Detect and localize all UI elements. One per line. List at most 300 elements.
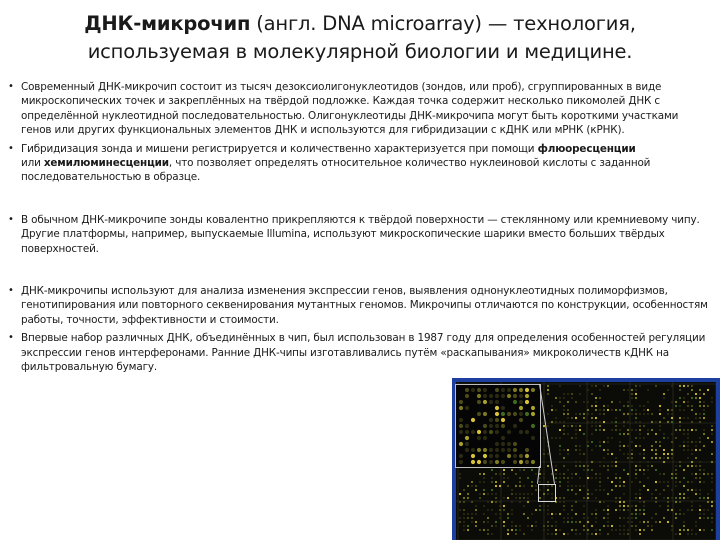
array-spot xyxy=(623,425,625,427)
array-spot xyxy=(651,525,653,527)
zoom-spot xyxy=(513,454,517,458)
array-spot xyxy=(599,501,601,503)
array-spot xyxy=(555,421,557,423)
array-spot xyxy=(543,505,545,507)
array-spot xyxy=(563,517,565,519)
array-spot xyxy=(539,505,541,507)
array-spot xyxy=(591,449,593,451)
array-spot xyxy=(595,405,597,407)
array-spot xyxy=(679,385,681,387)
array-spot xyxy=(683,513,685,515)
array-spot xyxy=(555,469,557,471)
array-spot xyxy=(635,421,637,423)
array-spot xyxy=(691,409,693,411)
array-spot xyxy=(699,397,701,399)
array-spot xyxy=(515,529,517,531)
array-spot xyxy=(683,493,685,495)
array-spot xyxy=(683,401,685,403)
zoom-spot xyxy=(519,460,523,464)
array-spot xyxy=(567,413,569,415)
array-spot xyxy=(691,429,693,431)
zoom-spot xyxy=(525,430,529,434)
array-spot xyxy=(587,445,589,447)
array-spot xyxy=(595,421,597,423)
array-spot xyxy=(567,453,569,455)
zoom-spot xyxy=(501,394,505,398)
array-spot xyxy=(615,409,617,411)
array-spot xyxy=(595,529,597,531)
array-spot xyxy=(639,453,641,455)
array-spot xyxy=(559,437,561,439)
array-spot xyxy=(631,429,633,431)
array-spot xyxy=(687,497,689,499)
array-spot xyxy=(647,477,649,479)
array-spot xyxy=(599,473,601,475)
array-spot xyxy=(519,529,521,531)
array-spot xyxy=(491,477,493,479)
zoom-spot xyxy=(513,460,517,464)
array-spot xyxy=(635,525,637,527)
zoom-spot xyxy=(459,454,463,458)
array-spot xyxy=(611,529,613,531)
array-spot xyxy=(635,417,637,419)
array-spot xyxy=(643,457,645,459)
array-spot xyxy=(687,529,689,531)
array-spot xyxy=(663,449,665,451)
array-spot xyxy=(515,533,517,535)
array-spot xyxy=(683,529,685,531)
zoom-region-marker xyxy=(538,484,556,502)
zoom-spot xyxy=(531,436,535,440)
array-spot xyxy=(571,417,573,419)
bullet-item xyxy=(8,213,708,256)
array-spot xyxy=(699,441,701,443)
array-spot xyxy=(559,497,561,499)
bullet-strong-chemiluminescence: хемилюминесценции xyxy=(43,157,169,170)
array-spot xyxy=(663,433,665,435)
array-spot xyxy=(523,513,525,515)
array-spot xyxy=(595,489,597,491)
array-spot xyxy=(491,533,493,535)
array-spot xyxy=(591,493,593,495)
array-spot xyxy=(671,449,673,451)
array-spot xyxy=(639,465,641,467)
array-spot xyxy=(655,481,657,483)
zoom-spot xyxy=(459,406,463,410)
array-spot xyxy=(575,533,577,535)
array-spot xyxy=(507,477,509,479)
array-spot xyxy=(675,465,677,467)
array-spot xyxy=(651,497,653,499)
array-spot xyxy=(483,513,485,515)
array-spot xyxy=(531,469,533,471)
array-spot xyxy=(711,505,713,507)
array-spot xyxy=(487,533,489,535)
array-spot xyxy=(563,509,565,511)
array-spot xyxy=(631,457,633,459)
array-spot xyxy=(619,449,621,451)
array-spot xyxy=(571,529,573,531)
array-spot xyxy=(699,489,701,491)
array-spot xyxy=(631,413,633,415)
bullet-dot: • xyxy=(8,332,14,344)
array-spot xyxy=(639,425,641,427)
array-spot xyxy=(611,525,613,527)
array-spot xyxy=(659,405,661,407)
array-spot xyxy=(479,473,481,475)
array-spot xyxy=(679,501,681,503)
array-spot xyxy=(579,465,581,467)
bullet-text-pre: Гибридизация зонда и мишени регистрируется и количественно характеризуется при помощи xyxy=(21,142,538,155)
array-spot xyxy=(691,501,693,503)
array-spot xyxy=(499,517,501,519)
array-spot xyxy=(635,517,637,519)
array-spot xyxy=(563,505,565,507)
zoom-spot xyxy=(483,394,487,398)
array-spot xyxy=(619,505,621,507)
array-spot xyxy=(543,525,545,527)
array-spot xyxy=(615,477,617,479)
array-spot xyxy=(471,517,473,519)
array-spot xyxy=(595,533,597,535)
zoom-spot xyxy=(459,442,463,446)
array-spot xyxy=(571,509,573,511)
zoom-spot xyxy=(465,448,469,452)
array-spot xyxy=(567,485,569,487)
array-spot xyxy=(675,477,677,479)
array-spot xyxy=(583,401,585,403)
zoom-spot xyxy=(483,430,487,434)
array-spot xyxy=(615,461,617,463)
array-spot xyxy=(587,441,589,443)
zoom-spot xyxy=(477,412,481,416)
array-spot xyxy=(463,521,465,523)
array-spot xyxy=(579,429,581,431)
array-spot xyxy=(679,465,681,467)
zoom-spot xyxy=(471,430,475,434)
array-spot xyxy=(599,477,601,479)
array-spot xyxy=(559,481,561,483)
array-spot xyxy=(467,485,469,487)
array-spot xyxy=(647,489,649,491)
zoom-spot xyxy=(495,448,499,452)
array-spot xyxy=(563,457,565,459)
array-spot xyxy=(575,529,577,531)
array-spot xyxy=(687,441,689,443)
array-spot xyxy=(663,393,665,395)
array-spot xyxy=(591,393,593,395)
array-spot xyxy=(695,457,697,459)
array-spot xyxy=(467,493,469,495)
array-spot xyxy=(567,401,569,403)
array-spot xyxy=(523,505,525,507)
array-spot xyxy=(699,509,701,511)
array-spot xyxy=(711,397,713,399)
zoom-spot xyxy=(507,448,511,452)
array-spot xyxy=(615,501,617,503)
array-spot xyxy=(635,389,637,391)
array-spot xyxy=(703,413,705,415)
array-spot xyxy=(655,453,657,455)
array-spot xyxy=(479,493,481,495)
array-spot xyxy=(699,461,701,463)
array-spot xyxy=(647,409,649,411)
array-spot xyxy=(639,513,641,515)
array-spot xyxy=(707,437,709,439)
array-spot xyxy=(611,465,613,467)
array-spot xyxy=(567,481,569,483)
array-spot xyxy=(571,477,573,479)
array-spot xyxy=(587,477,589,479)
array-spot xyxy=(639,413,641,415)
zoom-spot xyxy=(501,436,505,440)
array-spot xyxy=(615,417,617,419)
zoom-spot xyxy=(513,448,517,452)
array-spot xyxy=(595,409,597,411)
array-spot xyxy=(695,477,697,479)
zoom-spot xyxy=(483,460,487,464)
zoom-spot xyxy=(519,388,523,392)
array-spot xyxy=(619,533,621,535)
array-spot xyxy=(671,453,673,455)
bullet-text: Впервые набор различных ДНК, объединённых в чип, был использован в 1987 году для определения особенностей регуляции экспрессии генов интерферонами. Ранние ДНК-чипы изготавливались путём «раскапывания» микроколичеств кДНК на фильтровальную бумагу. xyxy=(21,332,706,374)
array-spot xyxy=(683,485,685,487)
array-spot xyxy=(583,525,585,527)
array-spot xyxy=(659,457,661,459)
array-spot xyxy=(615,485,617,487)
array-spot xyxy=(699,493,701,495)
array-spot xyxy=(563,473,565,475)
array-spot xyxy=(519,501,521,503)
zoom-spot xyxy=(507,442,511,446)
array-spot xyxy=(695,417,697,419)
slide-title xyxy=(40,10,680,66)
array-spot xyxy=(575,501,577,503)
array-spot xyxy=(507,529,509,531)
array-spot xyxy=(695,429,697,431)
array-spot xyxy=(683,497,685,499)
array-spot xyxy=(567,425,569,427)
array-spot xyxy=(635,465,637,467)
array-spot xyxy=(519,497,521,499)
zoom-spot xyxy=(513,394,517,398)
array-spot xyxy=(563,449,565,451)
array-spot xyxy=(671,529,673,531)
zoom-spot xyxy=(477,430,481,434)
zoom-spot xyxy=(483,424,487,428)
array-spot xyxy=(631,449,633,451)
zoom-spot xyxy=(519,418,523,422)
array-spot xyxy=(643,513,645,515)
array-spot xyxy=(635,509,637,511)
array-spot xyxy=(631,481,633,483)
array-spot xyxy=(627,533,629,535)
array-spot xyxy=(599,429,601,431)
array-spot xyxy=(655,469,657,471)
array-spot xyxy=(463,509,465,511)
array-spot xyxy=(459,477,461,479)
array-spot xyxy=(523,485,525,487)
array-spot xyxy=(711,529,713,531)
array-spot xyxy=(663,461,665,463)
array-spot xyxy=(595,429,597,431)
array-spot xyxy=(691,533,693,535)
array-spot xyxy=(671,409,673,411)
array-spot xyxy=(627,453,629,455)
array-spot xyxy=(679,409,681,411)
array-spot xyxy=(647,433,649,435)
array-spot xyxy=(631,517,633,519)
array-spot xyxy=(711,521,713,523)
array-spot xyxy=(587,421,589,423)
array-spot xyxy=(551,525,553,527)
array-spot xyxy=(651,529,653,531)
zoom-spot xyxy=(501,460,505,464)
array-spot xyxy=(603,449,605,451)
array-spot xyxy=(667,481,669,483)
array-spot xyxy=(631,525,633,527)
array-spot xyxy=(619,477,621,479)
array-spot xyxy=(507,533,509,535)
array-spot xyxy=(559,401,561,403)
bullet-list xyxy=(8,80,708,375)
array-spot xyxy=(471,501,473,503)
array-spot xyxy=(511,529,513,531)
array-spot xyxy=(699,417,701,419)
array-spot xyxy=(575,465,577,467)
array-spot xyxy=(687,465,689,467)
zoom-spot xyxy=(525,412,529,416)
array-spot xyxy=(491,525,493,527)
array-spot xyxy=(607,525,609,527)
array-spot xyxy=(663,497,665,499)
zoom-spot xyxy=(519,406,523,410)
array-spot xyxy=(679,405,681,407)
array-spot xyxy=(635,473,637,475)
array-spot xyxy=(595,513,597,515)
array-spot xyxy=(603,409,605,411)
array-spot xyxy=(687,401,689,403)
array-spot xyxy=(607,477,609,479)
array-spot xyxy=(691,461,693,463)
bullet-item xyxy=(8,142,708,185)
zoom-spot xyxy=(471,418,475,422)
array-spot xyxy=(479,481,481,483)
array-spot xyxy=(595,517,597,519)
array-spot xyxy=(711,461,713,463)
array-spot xyxy=(631,441,633,443)
array-spot xyxy=(647,525,649,527)
array-spot xyxy=(631,405,633,407)
array-spot xyxy=(691,449,693,451)
array-spot xyxy=(699,465,701,467)
array-spot xyxy=(567,513,569,515)
array-spot xyxy=(579,461,581,463)
zoom-spot xyxy=(507,454,511,458)
array-spot xyxy=(563,425,565,427)
zoom-spot xyxy=(459,460,463,464)
zoom-spot xyxy=(525,394,529,398)
array-spot xyxy=(675,481,677,483)
array-spot xyxy=(683,409,685,411)
array-spot xyxy=(591,461,593,463)
array-spot xyxy=(691,405,693,407)
array-spot xyxy=(675,473,677,475)
array-spot xyxy=(563,429,565,431)
bullet-strong-fluorescence: флюоресценции xyxy=(537,142,636,155)
array-spot xyxy=(563,409,565,411)
array-spot xyxy=(575,437,577,439)
array-spot xyxy=(551,437,553,439)
array-spot xyxy=(587,533,589,535)
array-spot xyxy=(463,513,465,515)
array-spot xyxy=(555,465,557,467)
array-spot xyxy=(463,497,465,499)
array-spot xyxy=(571,437,573,439)
array-spot xyxy=(591,385,593,387)
array-spot xyxy=(603,509,605,511)
array-spot xyxy=(555,417,557,419)
array-spot xyxy=(515,473,517,475)
array-spot xyxy=(667,389,669,391)
zoom-spot xyxy=(495,418,499,422)
array-spot xyxy=(651,493,653,495)
array-spot xyxy=(599,485,601,487)
array-spot xyxy=(635,397,637,399)
array-spot xyxy=(687,533,689,535)
array-spot xyxy=(495,513,497,515)
array-spot xyxy=(639,533,641,535)
array-spot xyxy=(699,513,701,515)
array-spot xyxy=(503,497,505,499)
array-spot xyxy=(703,481,705,483)
array-spot xyxy=(631,409,633,411)
array-spot xyxy=(535,521,537,523)
array-spot xyxy=(631,389,633,391)
array-spot xyxy=(679,461,681,463)
array-spot xyxy=(615,421,617,423)
array-spot xyxy=(551,409,553,411)
array-spot xyxy=(631,461,633,463)
array-spot xyxy=(487,501,489,503)
array-spot xyxy=(659,409,661,411)
array-spot xyxy=(603,489,605,491)
array-spot xyxy=(599,533,601,535)
array-spot xyxy=(511,521,513,523)
array-spot xyxy=(587,489,589,491)
array-spot xyxy=(663,457,665,459)
array-spot xyxy=(635,469,637,471)
array-spot xyxy=(699,393,701,395)
array-spot xyxy=(635,529,637,531)
array-spot xyxy=(587,493,589,495)
array-spot xyxy=(507,513,509,515)
array-spot xyxy=(539,477,541,479)
array-spot xyxy=(547,529,549,531)
zoom-spot xyxy=(465,394,469,398)
array-spot xyxy=(523,497,525,499)
array-spot xyxy=(679,425,681,427)
zoom-spot xyxy=(459,400,463,404)
array-spot xyxy=(675,437,677,439)
array-spot xyxy=(675,501,677,503)
array-spot xyxy=(619,509,621,511)
array-spot xyxy=(623,445,625,447)
array-spot xyxy=(599,465,601,467)
array-spot xyxy=(543,449,545,451)
array-spot xyxy=(591,425,593,427)
array-spot xyxy=(699,413,701,415)
